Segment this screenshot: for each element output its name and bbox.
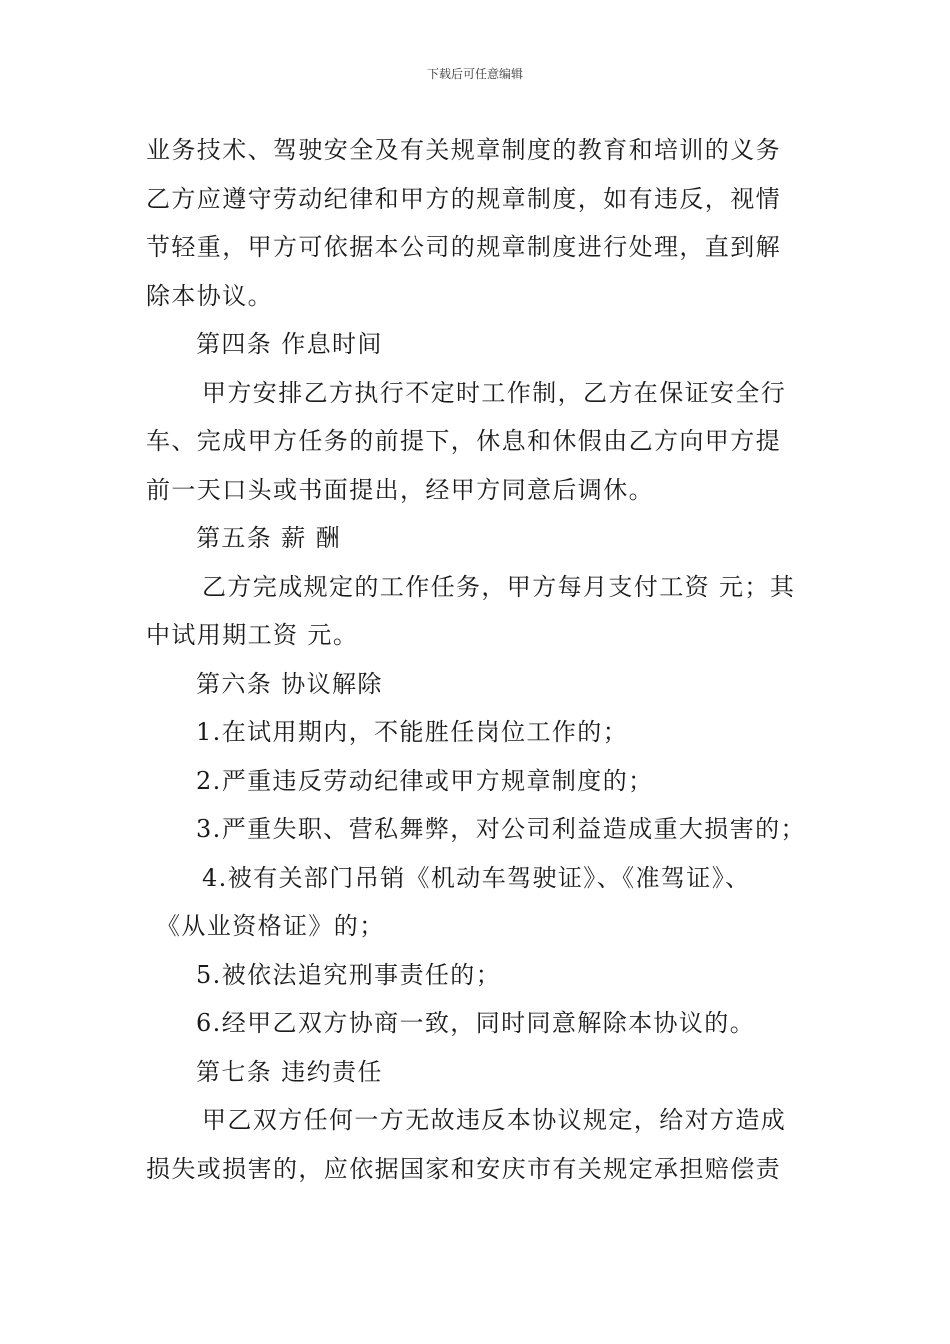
body-line: 甲方安排乙方执行不定时工作制，乙方在保证安全行: [202, 378, 787, 407]
body-line: 节轻重，甲方可依据本公司的规章制度进行处理，直到解: [146, 233, 781, 261]
list-item: 5.被依法追究刑事责任的；: [196, 960, 502, 989]
list-item: 4.被有关部门吊销《机动车驾驶证》、《准驾证》、: [202, 863, 751, 892]
list-item: 1.在试用期内，不能胜任岗位工作的；: [196, 718, 629, 746]
body-line: 前一天口头或书面提出，经甲方同意后调休。: [146, 475, 654, 504]
body-line: 中试用期工资 元。: [146, 621, 359, 649]
body-line: 车、完成甲方任务的前提下，休息和休假由乙方向甲方提: [146, 427, 781, 455]
list-item: 6.经甲乙双方协商一致，同时同意解除本协议的。: [196, 1009, 756, 1037]
article-heading: 第六条 协议解除: [196, 669, 383, 698]
article-heading: 第七条 违约责任: [196, 1057, 383, 1086]
body-line: 损失或损害的，应依据国家和安庆市有关规定承担赔偿责: [146, 1154, 781, 1183]
body-line: 甲乙双方任何一方无故违反本协议规定，给对方造成: [202, 1106, 787, 1134]
body-line: 除本协议。: [146, 281, 273, 310]
body-line: 乙方应遵守劳动纪律和甲方的规章制度，如有违反，视情: [146, 184, 781, 213]
article-heading: 第四条 作息时间: [196, 330, 383, 358]
list-item: 3.严重失职、营私舞弊，对公司利益造成重大损害的；: [196, 815, 806, 843]
article-heading: 第五条 薪 酬: [196, 524, 342, 552]
body-line: 业务技术、驾驶安全及有关规章制度的教育和培训的义务: [146, 136, 781, 164]
list-item: 2.严重违反劳动纪律或甲方规章制度的；: [196, 766, 654, 795]
body-line: 乙方完成规定的工作任务，甲方每月支付工资 元；其: [202, 572, 796, 601]
list-item-continuation: 《从业资格证》的；: [156, 912, 385, 940]
page-header: 下载后可任意编辑: [426, 67, 523, 81]
document-body: [146, 126, 808, 1193]
